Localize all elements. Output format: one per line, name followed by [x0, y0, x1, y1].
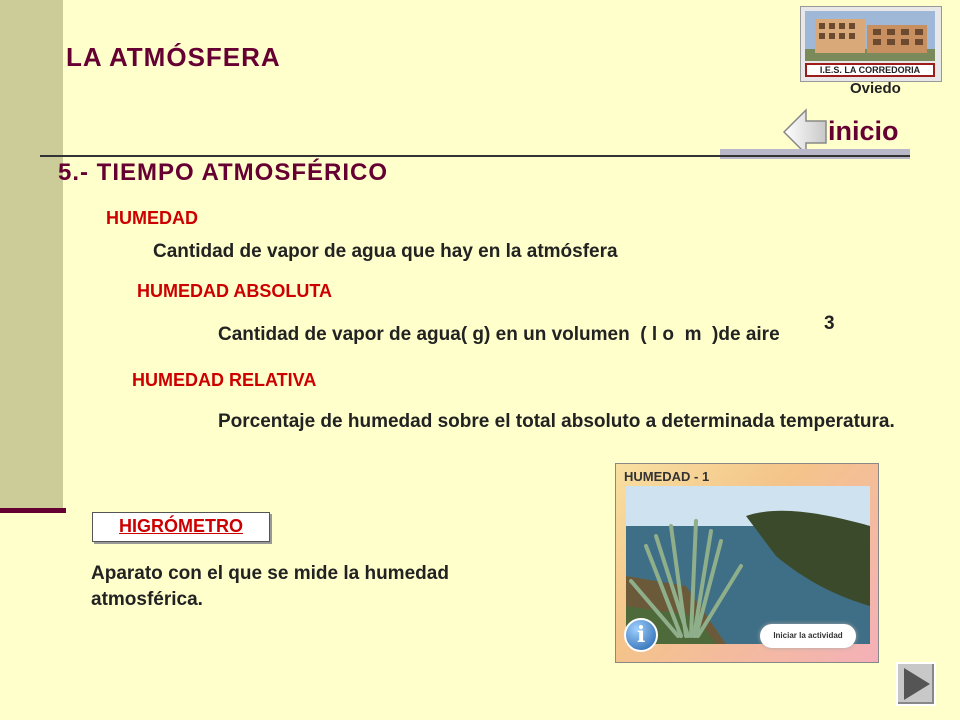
info-icon[interactable]: i — [624, 618, 658, 652]
page-title: LA ATMÓSFERA — [66, 42, 281, 72]
inicio-link[interactable]: inicio — [828, 116, 899, 146]
rule-accent — [720, 149, 910, 159]
play-right-icon — [898, 664, 934, 704]
school-logo — [800, 6, 942, 82]
divider — [40, 155, 910, 157]
logo-label: I.E.S. LA CORREDORIA — [805, 63, 935, 77]
start-activity-button[interactable]: Iniciar la actividad — [760, 624, 856, 648]
activity-title: HUMEDAD - 1 — [624, 469, 710, 484]
higrometro-link[interactable]: HIGRÓMETRO — [119, 516, 243, 536]
definition-humedad-absoluta: Cantidad de vapor de agua( g) en un volumen ( l o m )de aire — [218, 324, 780, 345]
definition-humedad: Cantidad de vapor de agua que hay en la atmósfera — [153, 241, 618, 262]
building-icon — [805, 11, 935, 61]
superscript-3: 3 — [824, 313, 835, 334]
sidebar-underline — [0, 508, 66, 513]
definition-humedad-relativa: Porcentaje de humedad sobre el total absoluto a determinada temperatura. — [218, 411, 895, 432]
term-humedad: HUMEDAD — [106, 208, 198, 228]
term-humedad-absoluta: HUMEDAD ABSOLUTA — [137, 281, 332, 301]
next-slide-button[interactable] — [896, 662, 936, 706]
higrometro-button[interactable] — [92, 512, 270, 542]
section-title: 5.- TIEMPO ATMOSFÉRICO — [58, 159, 389, 186]
definition-higrometro: Aparato con el que se mide la humedad atmosférica. — [91, 563, 449, 610]
sidebar-bar — [0, 0, 63, 510]
logo-city: Oviedo — [850, 80, 901, 97]
landscape-photo — [626, 486, 870, 644]
activity-card[interactable] — [615, 463, 879, 663]
term-humedad-relativa: HUMEDAD RELATIVA — [132, 370, 317, 390]
